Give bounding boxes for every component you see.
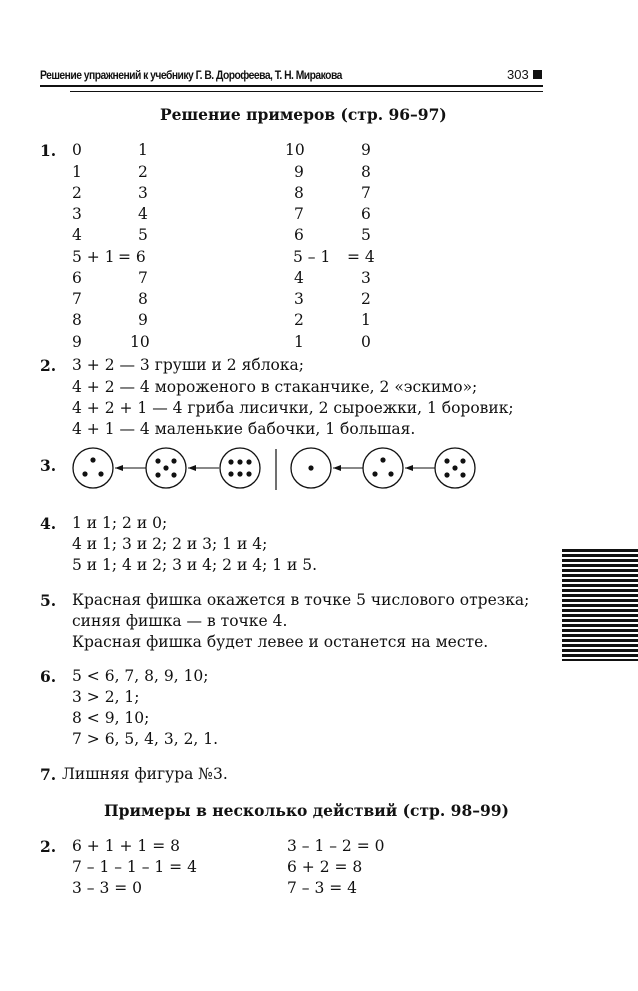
dice-circle-3b xyxy=(363,448,403,488)
exercise-1-cell: 10 xyxy=(285,141,305,159)
exercise-1-cell: 5 xyxy=(361,226,371,244)
exercise-1-cell: 3 xyxy=(72,205,82,223)
dice-circle-6 xyxy=(220,448,260,488)
exercise-number-2: 2. xyxy=(40,356,57,375)
exercise-6-line: 7 > 6, 5, 4, 3, 2, 1. xyxy=(72,730,219,748)
dice-circle-3 xyxy=(73,448,113,488)
exercise-2-line: 3 + 2 — 3 груши и 2 яблока; xyxy=(72,356,305,374)
exercise-1-cell: 5 xyxy=(138,226,148,244)
exercise-5-line: Красная фишка окажется в точке 5 числового отрезка; xyxy=(72,591,530,609)
exercise-1-cell: 9 xyxy=(138,311,148,329)
exercise-1-cell: 0 xyxy=(72,141,82,159)
exercise-2b-left-line: 3 – 3 = 0 xyxy=(72,879,143,897)
exercise-1-cell: 9 xyxy=(294,163,304,181)
exercise-5-line: Красная фишка будет левее и останется на месте. xyxy=(72,633,489,651)
dice-circle-5 xyxy=(146,448,186,488)
exercise-4-line: 5 и 1; 4 и 2; 3 и 4; 2 и 4; 1 и 5. xyxy=(72,556,318,574)
exercise-number-7: 7. xyxy=(40,765,57,784)
section-title-multistep: Примеры в несколько действий (стр. 98–99) xyxy=(104,801,509,820)
exercise-1-cell: 1 xyxy=(361,311,371,329)
exercise-1-cell: 1 xyxy=(72,163,82,181)
exercise-1-cell: 5 + 1 xyxy=(72,248,115,266)
exercise-1-cell: 3 xyxy=(294,290,304,308)
exercise-1-cell: 6 xyxy=(72,269,82,287)
chapter-tab-stripes xyxy=(562,549,638,661)
exercise-4-line: 4 и 1; 3 и 2; 2 и 3; 1 и 4; xyxy=(72,535,268,553)
exercise-number-1: 1. xyxy=(40,141,57,160)
running-header-title: Решение упражнений к учебнику Г. В. Дорофеева, Т. Н. Миракова xyxy=(40,68,342,82)
section-title-examples: Решение примеров (стр. 96–97) xyxy=(160,105,447,124)
exercise-1-cell: 2 xyxy=(72,184,82,202)
exercise-1-cell: 8 xyxy=(138,290,148,308)
exercise-1-cell: 10 xyxy=(130,333,150,351)
exercise-2-line: 4 + 1 — 4 маленькие бабочки, 1 большая. xyxy=(72,420,416,438)
exercise-number-5: 5. xyxy=(40,591,57,610)
exercise-1-cell: = 6 xyxy=(118,248,146,266)
exercise-1-cell: 7 xyxy=(72,290,82,308)
exercise-1-cell: 8 xyxy=(72,311,82,329)
exercise-1-cell: 9 xyxy=(72,333,82,351)
exercise-2b-right-line: 3 – 1 – 2 = 0 xyxy=(287,837,385,855)
exercise-5-line: синяя фишка — в точке 4. xyxy=(72,612,288,630)
exercise-1-cell: 8 xyxy=(361,163,371,181)
exercise-2-line: 4 + 2 + 1 — 4 гриба лисички, 2 сыроежки, 1 боровик; xyxy=(72,399,514,417)
exercise-2b-left-line: 7 – 1 – 1 – 1 = 4 xyxy=(72,858,197,876)
exercise-1-cell: 5 – 1 xyxy=(293,248,331,266)
exercise-1-cell: 4 xyxy=(72,226,82,244)
dice-circle-5b xyxy=(435,448,475,488)
dice-circle-1 xyxy=(291,448,331,488)
page-number: 303 xyxy=(507,67,529,82)
exercise-1-cell: 2 xyxy=(361,290,371,308)
exercise-6-line: 3 > 2, 1; xyxy=(72,688,140,706)
exercise-1-cell: 4 xyxy=(294,269,304,287)
exercise-1-cell: 4 xyxy=(138,205,148,223)
exercise-1-cell: 3 xyxy=(138,184,148,202)
exercise-2b-right-line: 6 + 2 = 8 xyxy=(287,858,363,876)
exercise-1-cell: 7 xyxy=(138,269,148,287)
exercise-number-6: 6. xyxy=(40,667,57,686)
exercise-1-cell: 6 xyxy=(294,226,304,244)
exercise-1-cell: 1 xyxy=(138,141,148,159)
exercise-7-text: Лишняя фигура №3. xyxy=(62,765,228,783)
exercise-2-line: 4 + 2 — 4 мороженого в стаканчике, 2 «эскимо»; xyxy=(72,378,478,396)
exercise-number-2b: 2. xyxy=(40,837,57,856)
exercise-1-cell: 7 xyxy=(294,205,304,223)
exercise-1-cell: 0 xyxy=(361,333,371,351)
exercise-6-line: 5 < 6, 7, 8, 9, 10; xyxy=(72,667,209,685)
exercise-4-line: 1 и 1; 2 и 0; xyxy=(72,514,168,532)
exercise-number-3: 3. xyxy=(40,456,57,475)
exercise-1-cell: 7 xyxy=(361,184,371,202)
exercise-1-cell: = 4 xyxy=(347,248,375,266)
exercise-1-cell: 2 xyxy=(294,311,304,329)
exercise-1-cell: 2 xyxy=(138,163,148,181)
exercise-2b-right-line: 7 – 3 = 4 xyxy=(287,879,358,897)
exercise-1-cell: 8 xyxy=(294,184,304,202)
exercise-1-cell: 9 xyxy=(361,141,371,159)
exercise-1-cell: 3 xyxy=(361,269,371,287)
exercise-6-line: 8 < 9, 10; xyxy=(72,709,150,727)
exercise-number-4: 4. xyxy=(40,514,57,533)
exercise-1-cell: 1 xyxy=(294,333,304,351)
exercise-1-cell: 6 xyxy=(361,205,371,223)
exercise-2b-left-line: 6 + 1 + 1 = 8 xyxy=(72,837,180,855)
